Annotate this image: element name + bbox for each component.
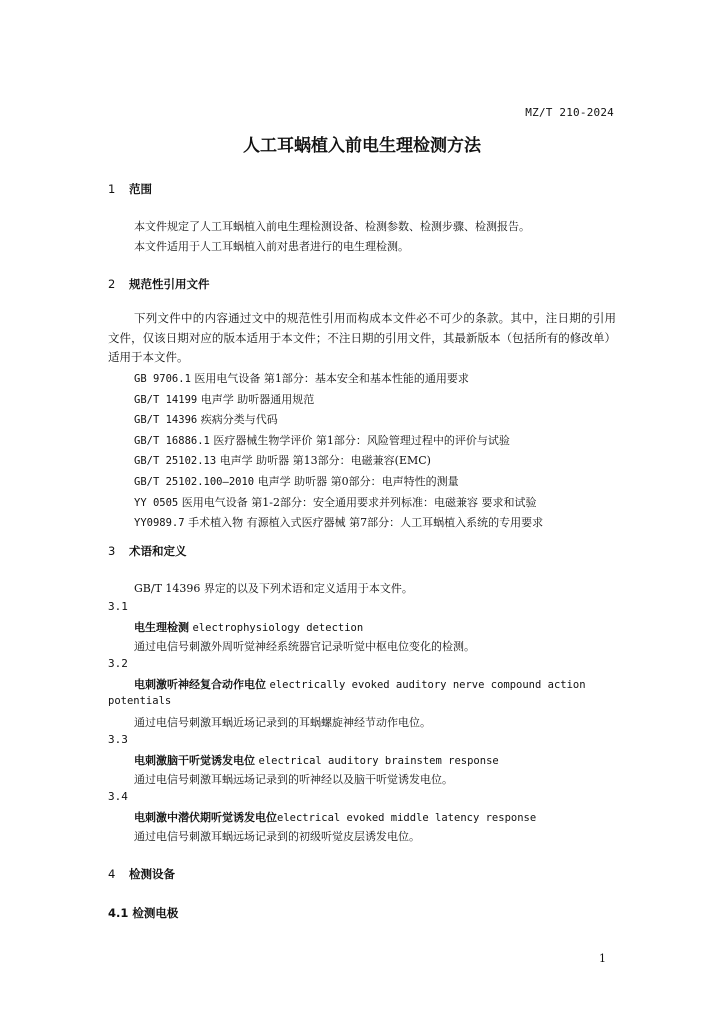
document-title: 人工耳蜗植入前电生理检测方法 bbox=[243, 136, 481, 156]
term-definition: 通过电信号刺激耳蜗远场记录到的初级听觉皮层诱发电位。 bbox=[134, 830, 420, 843]
term-definition: 通过电信号刺激外周听觉神经系统器官记录听觉中枢电位变化的检测。 bbox=[134, 640, 475, 653]
section-number: 2 bbox=[108, 277, 116, 291]
term-name-en: electrical auditory brainstem response bbox=[258, 755, 499, 767]
scope-line: 本文件适用于人工耳蜗植入前对患者进行的电生理检测。 bbox=[134, 240, 409, 253]
term-name bbox=[134, 619, 363, 635]
reference-code: GB/T 25102.100—2010 bbox=[134, 475, 255, 488]
reference-title: 电声学 助听器通用规范 bbox=[200, 392, 315, 406]
reference-item bbox=[134, 431, 543, 452]
reference-code: GB/T 14396 bbox=[134, 414, 198, 427]
reference-title: 手术植入物 有源植入式医疗器械 第7部分：人工耳蜗植入系统的专用要求 bbox=[188, 516, 544, 530]
reference-item bbox=[134, 472, 543, 493]
section-title: 规范性引用文件 bbox=[129, 277, 210, 291]
term-definition: 通过电信号刺激耳蜗近场记录到的耳蜗螺旋神经节动作电位。 bbox=[134, 716, 431, 729]
term-definition: 通过电信号刺激耳蜗远场记录到的听神经以及脑干听觉诱发电位。 bbox=[134, 773, 453, 786]
term-name-en-continued: potentials bbox=[108, 695, 172, 707]
normative-references-intro: 下列文件中的内容通过文中的规范性引用而构成本文件必不可少的条款。其中，注日期的引用文件，仅该日期对应的版本适用于本文件；不注日期的引用文件，其最新版本（包括所有的修改单）适用于本文件。 bbox=[108, 311, 616, 364]
reference-item bbox=[134, 513, 543, 534]
section-1-heading bbox=[108, 181, 152, 197]
page-number: 1 bbox=[599, 952, 606, 965]
term-name-zh: 电刺激听神经复合动作电位 bbox=[134, 678, 266, 691]
reference-title: 医疗器械生物学评价 第1部分：风险管理过程中的评价与试验 bbox=[213, 433, 510, 447]
term-name-zh: 电生理检测 bbox=[134, 621, 189, 634]
reference-list bbox=[134, 369, 543, 534]
term-number: 3.2 bbox=[108, 657, 128, 670]
term-name-zh: 电刺激脑干听觉诱发电位 bbox=[134, 754, 255, 767]
scope-line: 本文件规定了人工耳蜗植入前电生理检测设备、检测参数、检测步骤、检测报告。 bbox=[134, 220, 530, 233]
term-name-zh: 电刺激中潜伏期听觉诱发电位 bbox=[134, 811, 277, 824]
term-number: 3.3 bbox=[108, 733, 128, 746]
reference-title: 电声学 助听器 第0部分：电声特性的测量 bbox=[257, 474, 459, 488]
term-name bbox=[134, 676, 586, 692]
section-2-heading bbox=[108, 276, 210, 292]
reference-item bbox=[134, 410, 543, 431]
reference-code: GB/T 14199 bbox=[134, 393, 198, 406]
term-name-en: electrical evoked middle latency response bbox=[277, 812, 537, 824]
reference-code: GB/T 16886.1 bbox=[134, 434, 210, 447]
reference-item bbox=[134, 369, 543, 390]
reference-title: 疾病分类与代码 bbox=[200, 413, 278, 427]
term-number: 3.4 bbox=[108, 790, 128, 803]
section-4-heading bbox=[108, 866, 175, 882]
term-name-en: electrophysiology detection bbox=[192, 622, 364, 634]
reference-title: 医用电气设备 第1-2部分：安全通用要求并列标准：电磁兼容 要求和试验 bbox=[181, 495, 537, 509]
reference-code: GB 9706.1 bbox=[134, 373, 191, 385]
section-3-heading bbox=[108, 543, 187, 559]
reference-title: 医用电气设备 第1部分：基本安全和基本性能的通用要求 bbox=[194, 372, 469, 385]
reference-item bbox=[134, 451, 543, 472]
reference-code: GB/T 25102.13 bbox=[134, 455, 217, 468]
section-number: 3 bbox=[108, 544, 116, 558]
reference-item bbox=[134, 493, 543, 514]
section-number: 1 bbox=[108, 182, 116, 196]
section-title: 术语和定义 bbox=[129, 544, 187, 558]
subsection-heading: 4.1 检测电极 bbox=[108, 906, 179, 920]
term-name bbox=[134, 752, 499, 768]
section-number: 4 bbox=[108, 867, 116, 881]
reference-code: YY0989.7 bbox=[134, 517, 185, 530]
term-name bbox=[134, 809, 536, 825]
section-title: 范围 bbox=[129, 182, 152, 196]
reference-item bbox=[134, 390, 543, 411]
section-title: 检测设备 bbox=[129, 867, 175, 881]
reference-code: YY 0505 bbox=[134, 496, 179, 509]
term-name-en: electrically evoked auditory nerve compound action bbox=[269, 679, 586, 691]
term-number: 3.1 bbox=[108, 600, 128, 613]
terms-intro: GB/T 14396 界定的以及下列术语和定义适用于本文件。 bbox=[134, 582, 413, 595]
document-number: MZ/T 210-2024 bbox=[525, 106, 614, 119]
reference-title: 电声学 助听器 第13部分：电磁兼容(EMC) bbox=[219, 454, 431, 468]
